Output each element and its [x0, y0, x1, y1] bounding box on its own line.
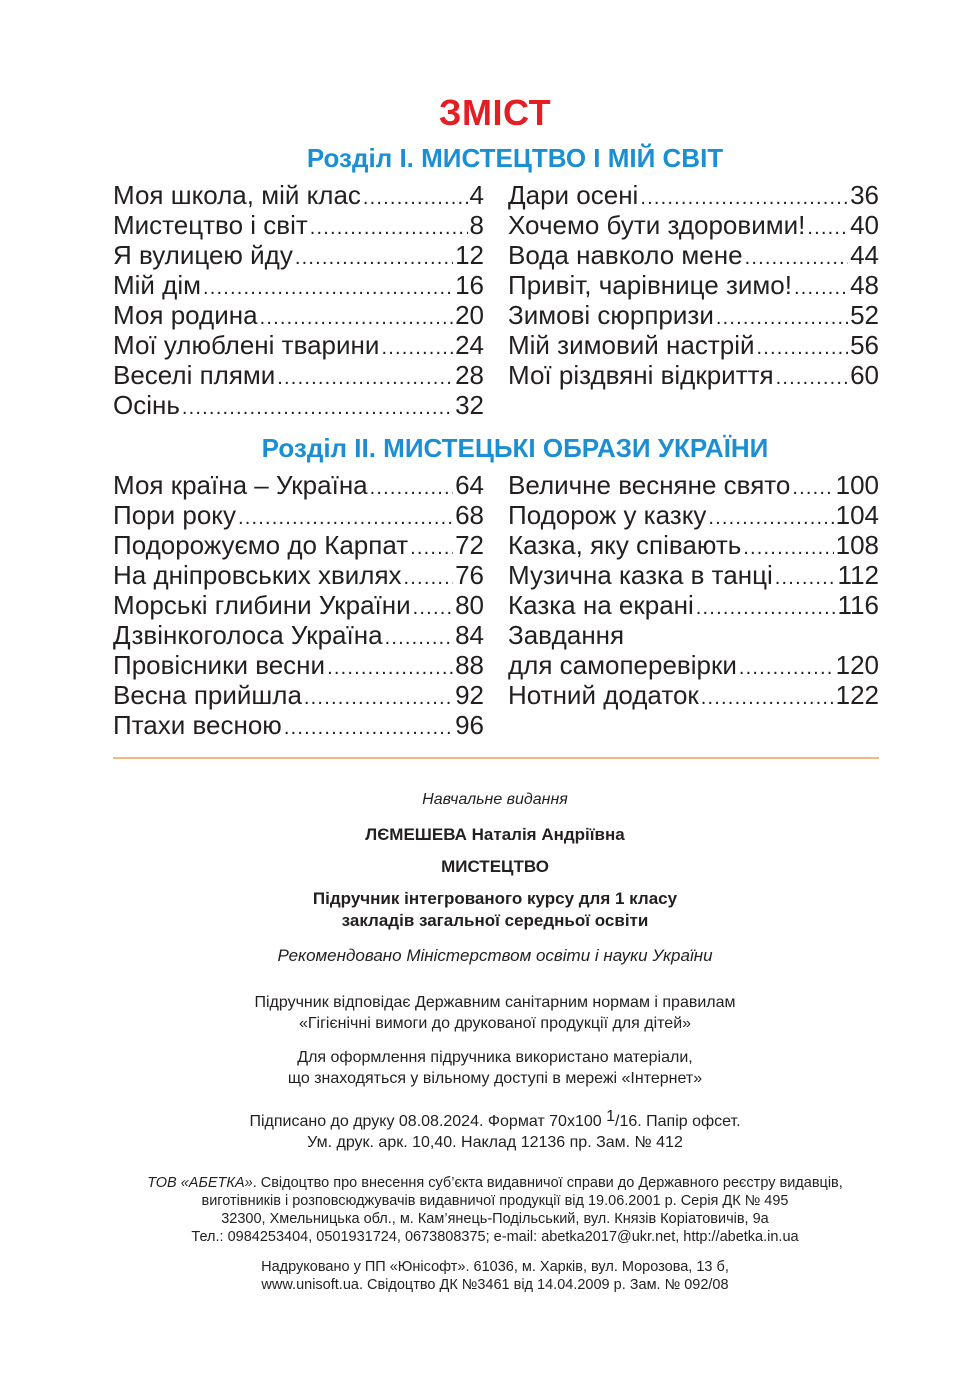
toc-entry-title: Моя країна – Україна	[113, 470, 368, 500]
toc-page-number: 48	[850, 270, 879, 300]
toc-leader-dots	[696, 593, 836, 623]
toc-leader-dots	[794, 273, 848, 303]
edition-type: Навчальне видання	[422, 791, 568, 808]
toc-entry-title: Зимові сюрпризи	[508, 300, 714, 330]
toc-page-number: 96	[455, 710, 484, 740]
toc-page-number: 32	[455, 390, 484, 420]
section-2-title: Розділ ІІ. МИСТЕЦЬКІ ОБРАЗИ УКРАЇНИ	[261, 433, 769, 463]
toc-leader-dots	[238, 503, 453, 533]
toc-entry-title: Моя школа, мій клас	[113, 180, 361, 210]
toc-leader-dots	[743, 533, 833, 563]
toc-leader-dots	[404, 563, 454, 593]
toc-entry	[508, 500, 879, 530]
materials-note	[0, 1047, 963, 1089]
toc-entry-title: Я вулицею йду	[113, 240, 293, 270]
toc-leader-dots	[701, 683, 834, 713]
toc-leader-dots	[807, 213, 848, 243]
toc-leader-dots	[792, 473, 833, 503]
format-numerator: 1	[606, 1108, 615, 1125]
author-name: ЛЄМЕШЕВА Наталія Андріївна	[365, 825, 625, 844]
toc-entry-title: Величне весняне свято	[508, 470, 791, 500]
toc-leader-dots	[716, 303, 848, 333]
toc-entry	[113, 240, 484, 270]
printer-line-2: www.unisoft.ua. Свідоцтво ДК №3461 від 14.04.2009 р. Зам. № 092/08	[261, 1277, 729, 1293]
sanitary-line-2: «Гігієнічні вимоги до друкованої продукції для дітей»	[298, 1015, 692, 1032]
toc-page-number: 56	[850, 330, 879, 360]
toc-leader-dots	[277, 363, 453, 393]
toc-entry-title: Мої різдвяні відкриття	[508, 360, 774, 390]
toc-page-number: 12	[455, 240, 484, 270]
toc-entry	[508, 590, 879, 620]
divider-line	[113, 757, 879, 759]
print-details	[0, 1106, 963, 1153]
sanitary-line-1: Підручник відповідає Державним санітарним нормам і правилам	[254, 994, 736, 1011]
toc-leader-dots	[304, 683, 453, 713]
toc-leader-dots	[410, 533, 453, 563]
section-1-left-column	[113, 180, 484, 420]
toc-entry-title: Дари осені	[508, 180, 639, 210]
toc-leader-dots	[295, 243, 453, 273]
toc-entry	[113, 680, 484, 710]
print-format: Підписано до друку 08.08.2024. Формат 70х100	[249, 1113, 607, 1130]
publisher-contacts: Тел.: 0984253404, 0501931724, 0673808375; e-mail: abetka2017@ukr.net, http://abetka.in.ua	[191, 1229, 799, 1245]
toc-page-number: 76	[455, 560, 484, 590]
toc-leader-dots	[363, 183, 468, 213]
toc-entry	[113, 620, 484, 650]
toc-entry	[113, 390, 484, 420]
toc-page-number: 36	[850, 180, 879, 210]
toc-leader-dots	[182, 393, 453, 423]
toc-entry-title: Мій дім	[113, 270, 202, 300]
book-subtitle	[0, 888, 963, 932]
toc-entry-title: Осінь	[113, 390, 180, 420]
toc-leader-dots	[757, 333, 849, 363]
toc-entry-title: Моя родина	[113, 300, 258, 330]
publisher-info	[0, 1174, 963, 1246]
toc-leader-dots	[381, 333, 453, 363]
toc-leader-dots	[745, 243, 849, 273]
toc-entry	[508, 300, 879, 330]
toc-entry-title: Морські глибини України	[113, 590, 411, 620]
toc-entry-title: для самоперевірки	[508, 650, 737, 680]
toc-page-number: 24	[455, 330, 484, 360]
toc-entry	[508, 650, 879, 680]
toc-entry	[113, 270, 484, 300]
toc-entry	[508, 180, 879, 210]
print-line-2: Ум. друк. арк. 10,40. Наклад 12136 пр. Зам. № 412	[307, 1134, 683, 1151]
toc-leader-dots	[776, 363, 848, 393]
materials-line-1: Для оформлення підручника використано матеріали,	[297, 1049, 693, 1066]
toc-entry-title: Пори року	[113, 500, 236, 530]
toc-leader-dots	[370, 473, 453, 503]
toc-entry-title: Музична казка в танці	[508, 560, 773, 590]
toc-page-number: 20	[455, 300, 484, 330]
toc-entry	[508, 560, 879, 590]
toc-page-number: 108	[835, 530, 879, 560]
publisher-certificate: . Свідоцтво про внесення суб’єкта видавничої справи до Державного реєстру видавців,	[252, 1175, 843, 1191]
toc-entry	[508, 210, 879, 240]
toc-entry	[113, 590, 484, 620]
toc-page-number: 28	[455, 360, 484, 390]
toc-entry	[113, 560, 484, 590]
toc-entry-title: Мій зимовий настрій	[508, 330, 755, 360]
toc-entry-title: Дзвінкоголоса Україна	[113, 620, 383, 650]
toc-entry-title: Мистецтво і світ	[113, 210, 308, 240]
toc-page-number: 68	[455, 500, 484, 530]
toc-leader-dots	[203, 273, 453, 303]
toc-entry-title: Подорожуємо до Карпат	[113, 530, 409, 560]
toc-leader-dots	[413, 593, 453, 623]
toc-entry	[508, 360, 879, 390]
section-2-left-column	[113, 470, 484, 740]
toc-entry	[508, 240, 879, 270]
section-1-right-column	[508, 180, 879, 390]
publisher-line-2: виготівників і розповсюджувачів видавничої продукції від 19.06.2001 р. Серія ДК № 495	[201, 1193, 789, 1209]
toc-entry-title: Вода навколо мене	[508, 240, 743, 270]
toc-page-number: 64	[455, 470, 484, 500]
toc-page-number: 40	[850, 210, 879, 240]
toc-entry-title: Веселі плями	[113, 360, 276, 390]
subtitle-line-1: Підручник інтегрованого курсу для 1 класу	[312, 889, 678, 908]
print-line-1	[0, 1106, 963, 1132]
toc-entry-title: Подорож у казку	[508, 500, 707, 530]
toc-entry	[508, 470, 879, 500]
toc-page-number: 122	[835, 680, 879, 710]
toc-page-number: 104	[835, 500, 879, 530]
toc-page-number: 112	[837, 560, 879, 590]
toc-entry-title: Провісники весни	[113, 650, 326, 680]
subtitle-line-2: закладів загальної середньої освіти	[341, 911, 649, 930]
toc-page-number: 84	[455, 620, 484, 650]
toc-page-number: 52	[850, 300, 879, 330]
toc-entry	[113, 210, 484, 240]
toc-entry	[113, 470, 484, 500]
toc-entry	[113, 530, 484, 560]
publisher-line-1	[0, 1174, 963, 1192]
toc-page-number: 100	[835, 470, 879, 500]
toc-entry-title: Завдання	[508, 620, 625, 650]
toc-leader-dots	[640, 183, 848, 213]
toc-entry-title: Хочемо бути здоровими!	[508, 210, 806, 240]
toc-entry	[113, 180, 484, 210]
toc-page-number: 116	[837, 590, 879, 620]
materials-line-2: що знаходяться у вільному доступі в мережі «Інтернет»	[287, 1070, 703, 1087]
toc-page-number: 4	[469, 180, 484, 210]
toc-page-number: 80	[455, 590, 484, 620]
toc-leader-dots	[385, 623, 454, 653]
toc-entry	[508, 680, 879, 710]
toc-page-number: 72	[455, 530, 484, 560]
toc-page-number: 60	[850, 360, 879, 390]
toc-page-number: 44	[850, 240, 879, 270]
toc-entry-title: Привіт, чарівнице зимо!	[508, 270, 792, 300]
toc-entry	[508, 530, 879, 560]
toc-page-number: 88	[455, 650, 484, 680]
toc-leader-dots	[739, 653, 834, 683]
toc-leader-dots	[775, 563, 836, 593]
contents-title: ЗМІСТ	[438, 92, 552, 133]
toc-entry-title: На дніпровських хвилях	[113, 560, 402, 590]
toc-entry	[508, 330, 879, 360]
toc-entry	[508, 270, 879, 300]
toc-entry-title: Казка, яку співають	[508, 530, 742, 560]
toc-leader-dots	[327, 653, 453, 683]
toc-entry-title: Мої улюблені тварини	[113, 330, 380, 360]
toc-entry	[113, 650, 484, 680]
toc-page-number: 8	[469, 210, 484, 240]
printer-info	[0, 1258, 963, 1294]
toc-entry	[113, 330, 484, 360]
toc-leader-dots	[260, 303, 454, 333]
section-2-right-column	[508, 470, 879, 710]
toc-entry-title: Птахи весною	[113, 710, 282, 740]
publisher-address: 32300, Хмельницька обл., м. Кам’янець-Подільський, вул. Князів Коріатовичів, 9а	[221, 1211, 769, 1227]
publisher-name: ТОВ «АБЕТКА»	[147, 1175, 253, 1191]
toc-entry	[113, 300, 484, 330]
paper-type: /16. Папір офсет.	[615, 1113, 741, 1130]
toc-entry-title: Нотний додаток	[508, 680, 699, 710]
toc-entry-title: Весна прийшла	[113, 680, 302, 710]
toc-entry-title: Казка на екрані	[508, 590, 694, 620]
toc-leader-dots	[708, 503, 833, 533]
toc-entry	[508, 620, 879, 650]
printer-line-1: Надруковано у ПП «Юнісофт». 61036, м. Харків, вул. Морозова, 13 б,	[261, 1259, 729, 1275]
toc-entry	[113, 710, 484, 740]
recommendation: Рекомендовано Міністерством освіти і науки України	[277, 946, 713, 965]
toc-entry	[113, 500, 484, 530]
toc-leader-dots	[310, 213, 468, 243]
toc-entry	[113, 360, 484, 390]
toc-leader-dots	[284, 713, 453, 743]
toc-page-number: 92	[455, 680, 484, 710]
toc-page-number: 16	[455, 270, 484, 300]
section-1-title: Розділ І. МИСТЕЦТВО І МІЙ СВІТ	[306, 143, 724, 173]
book-title: МИСТЕЦТВО	[441, 857, 549, 876]
toc-page-number: 120	[835, 650, 879, 680]
sanitary-note	[0, 992, 963, 1034]
